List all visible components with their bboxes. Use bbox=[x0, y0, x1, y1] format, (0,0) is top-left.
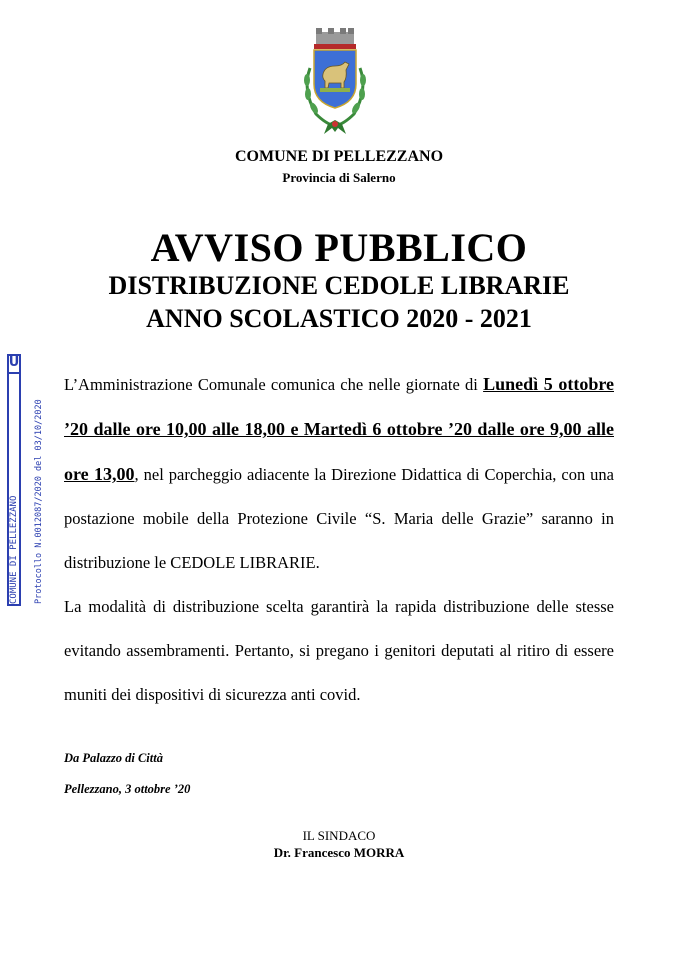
signature-name: Dr. Francesco MORRA bbox=[273, 845, 405, 860]
provincia-name: Provincia di Salerno bbox=[282, 170, 396, 185]
notice-body bbox=[64, 362, 614, 717]
comune-name: COMUNE DI PELLEZZANO bbox=[234, 148, 444, 165]
schedule-dates: Lunedì 5 ottobre ’20 dalle ore 10,00 alle 18,00 e Martedì 6 ottobre ’20 dalle ore 9,00 alle ore 13,00 bbox=[64, 374, 614, 484]
stamp-comune-text: COMUNE DI PELLEZZANO bbox=[9, 495, 19, 604]
paragraph-1-rest: , nel parcheggio adiacente la Direzione Didattica di Coperchia, con una postazione mobile della Protezione Civile “S. Maria delle Grazie” saranno in distribuzione le CEDOLE LIBRARIE. bbox=[64, 465, 614, 572]
paragraph-1-intro: L’Amministrazione Comunale comunica che nelle giornate di bbox=[64, 375, 484, 394]
signature-role: IL SINDACO bbox=[302, 828, 376, 843]
protocol-stamp bbox=[7, 354, 47, 606]
stamp-letter: U bbox=[7, 354, 21, 374]
stamp-protocol-number: Protocollo N.0012087/2020 del 03/10/2020 bbox=[34, 399, 44, 604]
signoff-date: Pellezzano, 3 ottobre ’20 bbox=[64, 782, 191, 796]
paragraph-2: La modalità di distribuzione scelta garantirà la rapida distribuzione delle stesse evitando assembramenti. Pertanto, si pregano i genitori deputati al ritiro di essere muniti dei dispositivi di sicurezza anti covid. bbox=[64, 597, 614, 704]
paragraph-1 bbox=[64, 362, 614, 585]
notice-title: AVVISO PUBBLICO bbox=[150, 225, 528, 270]
municipal-crest-icon bbox=[298, 28, 372, 136]
school-year: ANNO SCOLASTICO 2020 - 2021 bbox=[146, 304, 532, 333]
signoff-place: Da Palazzo di Città bbox=[64, 751, 163, 765]
notice-subtitle: DISTRIBUZIONE CEDOLE LIBRARIE bbox=[108, 271, 570, 300]
